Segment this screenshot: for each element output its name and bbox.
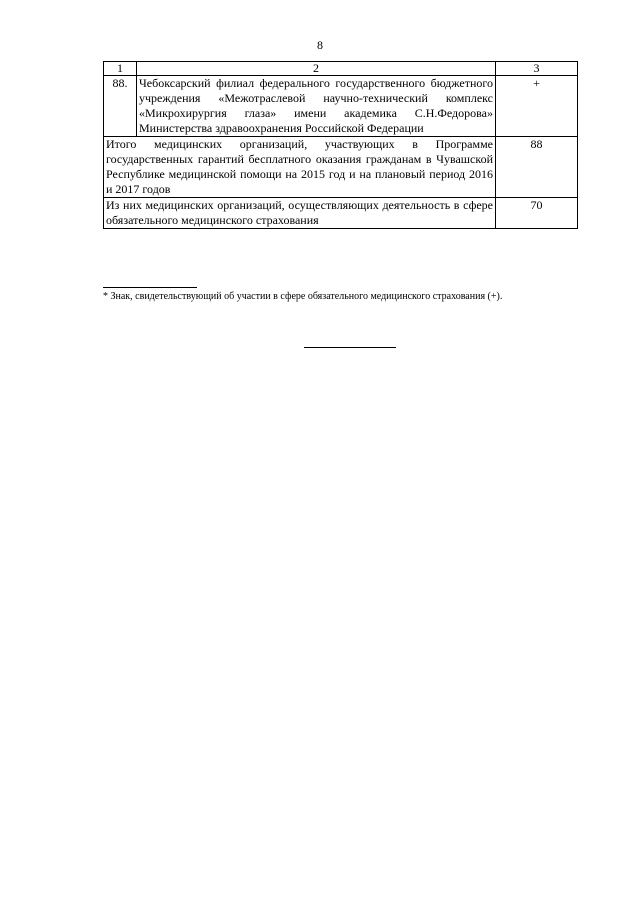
header-cell-1: 1 bbox=[104, 62, 137, 76]
oms-mark: + bbox=[496, 76, 578, 137]
row-number: 88. bbox=[104, 76, 137, 137]
total-row bbox=[104, 137, 578, 198]
header-cell-3: 3 bbox=[496, 62, 578, 76]
oms-total-label: Из них медицинских организаций, осуществляющих деятельность в сфере обязательного медицинского страхования bbox=[104, 198, 496, 229]
footnote-divider bbox=[103, 287, 197, 288]
oms-total-value: 70 bbox=[496, 198, 578, 229]
end-of-document-divider bbox=[304, 347, 396, 348]
organization-name: Чебоксарский филиал федерального государственного бюджетного учреждения «Межотраслевой научно-технический комплекс «Микрохирургия глаза» имени академика С.Н.Федорова» Министерства здравоохранения Российской Федерации bbox=[137, 76, 496, 137]
total-value: 88 bbox=[496, 137, 578, 198]
header-cell-2: 2 bbox=[137, 62, 496, 76]
total-label: Итого медицинских организаций, участвующих в Программе государственных гарантий бесплатного оказания гражданам в Чувашской Республике медицинской помощи на 2015 год и на плановый период 2016 и 2017 годов bbox=[104, 137, 496, 198]
footnote: * Знак, свидетельствующий об участии в сфере обязательного медицинского страхования (+). bbox=[103, 291, 503, 302]
organizations-table bbox=[103, 61, 578, 229]
page-number: 8 bbox=[317, 38, 323, 52]
oms-total-row bbox=[104, 198, 578, 229]
table-header-row bbox=[104, 62, 578, 76]
table-row bbox=[104, 76, 578, 137]
